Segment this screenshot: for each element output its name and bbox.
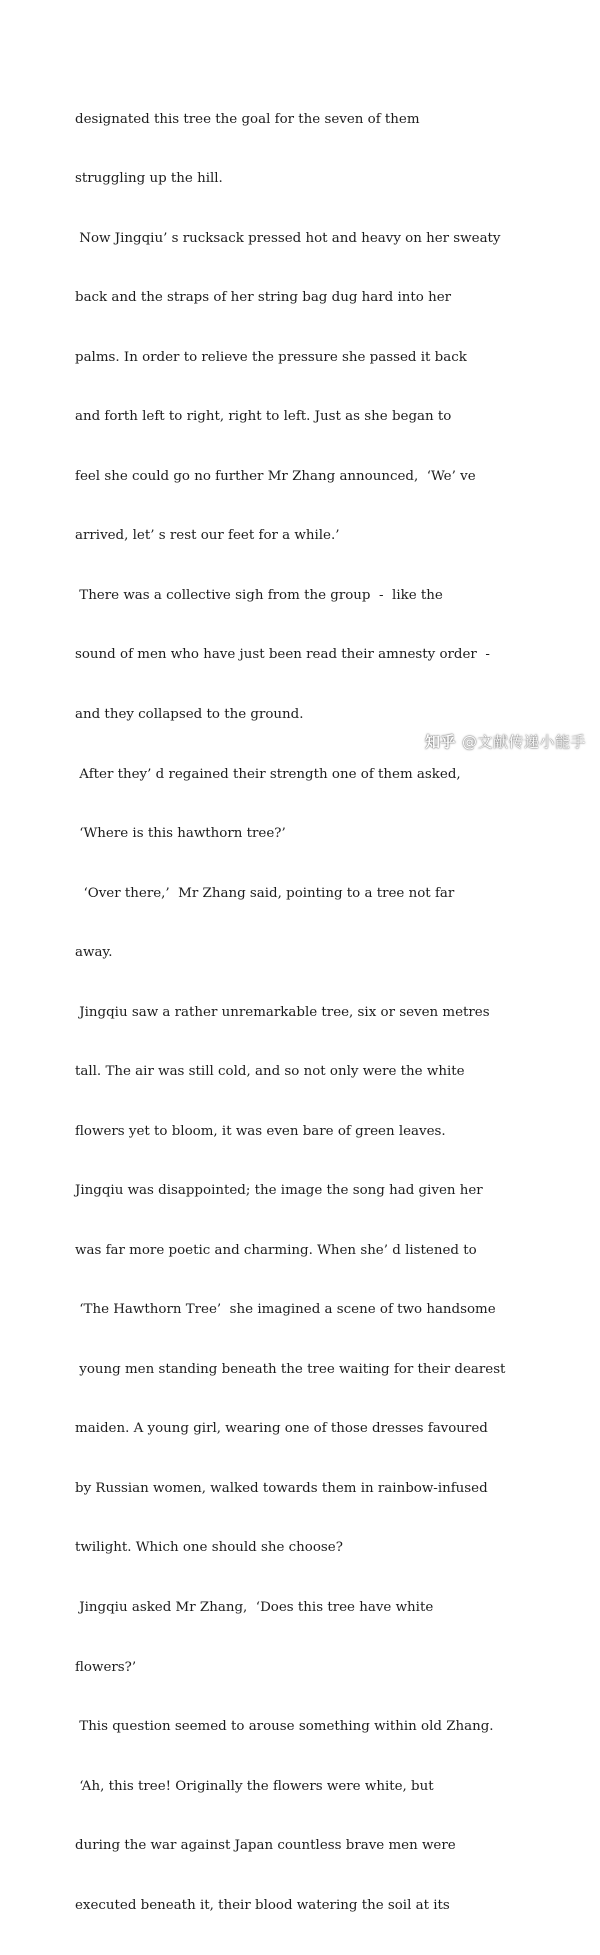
text-line: Jingqiu was disappointed; the image the song had given her: [75, 1183, 483, 1199]
text-line: young men standing beneath the tree waiting for their dearest: [75, 1361, 506, 1377]
text-line: Jingqiu saw a rather unremarkable tree, six or seven metres: [75, 1004, 490, 1020]
text-line: palms. In order to relieve the pressure she passed it back: [75, 349, 467, 365]
text-line: Now Jingqiu’ s rucksack pressed hot and heavy on her sweaty: [75, 230, 501, 246]
text-line: away.: [75, 945, 113, 961]
text-line: designated this tree the goal for the seven of them: [75, 111, 420, 127]
text-line: was far more poetic and charming. When she’ d listened to: [75, 1242, 477, 1258]
text-line: sound of men who have just been read their amnesty order -: [75, 647, 490, 663]
text-line: struggling up the hill.: [75, 171, 223, 187]
text-line: maiden. A young girl, wearing one of those dresses favoured: [75, 1421, 488, 1437]
text-line: by Russian women, walked towards them in rainbow-infused: [75, 1480, 488, 1496]
text-line: ‘Ah, this tree! Originally the flowers were white, but: [75, 1778, 434, 1794]
text-line: flowers yet to bloom, it was even bare of green leaves.: [75, 1123, 446, 1139]
text-line: There was a collective sigh from the group - like the: [75, 587, 443, 603]
text-line: and forth left to right, right to left. Just as she began to: [75, 409, 452, 425]
text-line: After they’ d regained their strength one of them asked,: [75, 766, 461, 782]
text-line: and they collapsed to the ground.: [75, 707, 304, 722]
text-line: ‘Over there,’ Mr Zhang said, pointing to a tree not far: [75, 885, 455, 901]
text-line: arrived, let’ s rest our feet for a while.’: [75, 528, 340, 544]
text-line: ‘Where is this hawthorn tree?’: [75, 826, 286, 842]
text-line: twilight. Which one should she choose?: [75, 1540, 343, 1556]
watermark-text: @文献传递小能手: [461, 733, 586, 751]
text-line: ‘The Hawthorn Tree’ she imagined a scene of two handsome: [75, 1302, 496, 1318]
text-line: This question seemed to arouse something within old Zhang.: [75, 1719, 494, 1735]
text-line: executed beneath it, their blood watering the soil at its: [75, 1897, 450, 1913]
text-line: flowers?’: [75, 1659, 137, 1675]
text-line: feel she could go no further Mr Zhang announced, ‘We’ ve: [75, 468, 476, 484]
text-line: back and the straps of her string bag dug hard into her: [75, 290, 452, 306]
document-body: [75, 70, 545, 1955]
text-line: during the war against Japan countless brave men were: [75, 1838, 456, 1854]
watermark-logo: 知乎: [424, 733, 456, 751]
text-line: Jingqiu asked Mr Zhang, ‘Does this tree have white: [75, 1599, 434, 1615]
watermark: [425, 731, 586, 752]
text-line: tall. The air was still cold, and so not only were the white: [75, 1064, 465, 1080]
